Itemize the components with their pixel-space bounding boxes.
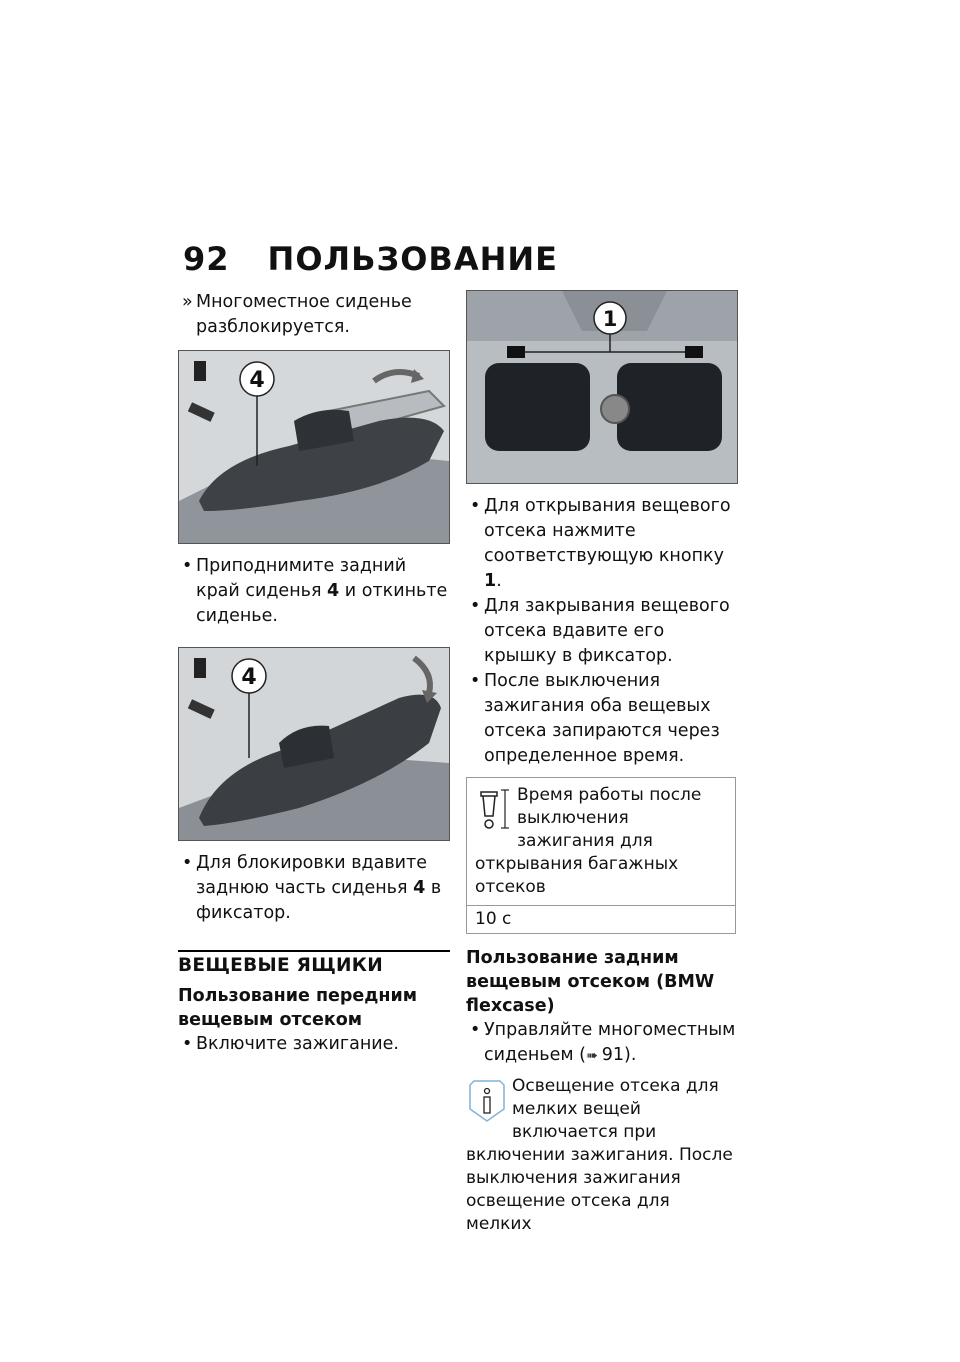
bullet-raise-seat [178,554,450,629]
info-icon [468,1079,506,1123]
ref-4: 4 [327,581,340,601]
bullet-glyph: • [470,596,481,616]
front-compartment-illustration [467,291,737,483]
seat-lowered-illustration [179,648,449,840]
bullet-text: ). [624,1045,637,1065]
bullet-text: Для блокировки вдавите заднюю часть сиденья [196,853,427,898]
bullet-text: и откиньте сиденье. [196,581,448,626]
bullet-auto-lock [466,669,738,769]
ref-1: 1 [484,571,497,591]
page-number: 92 [183,240,230,278]
spec-description [467,778,735,905]
page-ref: 91 [601,1045,624,1065]
bullet-glyph: • [182,853,193,873]
spec-value: 10 с [467,905,735,933]
fig3-label: 1 [602,307,618,331]
info-note [466,1075,738,1236]
seat-raised-illustration [179,351,449,543]
seat-unlocked-figure [178,350,450,544]
spec-table [466,777,736,934]
left-column [178,290,450,1057]
ref-4: 4 [413,878,426,898]
bullet-close-compartment [466,594,738,669]
section-title: ВЕЩЕВЫЕ ЯЩИКИ [178,950,450,976]
bullet-glyph: • [182,556,193,576]
result-mark: » [182,292,193,312]
bullet-text: Приподнимите задний край сиденья [196,556,407,601]
subhead-rear-compartment: Пользование задним вещевым отсеком (BMW flexcase) [466,948,715,1016]
bullet-glyph: • [470,496,481,516]
bullet-text: Для открывания вещевого отсека нажмите соответствующую кнопку [484,496,731,566]
result-text: Многоместное сиденье разблокируется. [196,292,412,337]
spec-description-text: Время работы после выключения зажигания для открывания багажных отсеков [475,785,702,897]
bullet-glyph: • [470,1020,481,1040]
result-line [178,290,450,340]
bullet-ignition-on [178,1032,450,1057]
bullet-text: . [496,571,502,591]
bullet-lock-seat [178,851,450,926]
note-text: Освещение отсека для мелких вещей включается при включении зажигания. После выключения зажигания освещение отсека для мелких [466,1076,733,1234]
page-ref-arrow-icon: ➠ [585,1048,598,1064]
bullet-operate-seat [466,1018,738,1069]
bullet-text: Управляйте многоместным сиденьем ( [484,1020,736,1065]
right-column [466,290,738,1236]
bullet-glyph: • [470,671,481,691]
compartment-buttons-figure [466,290,738,484]
subhead-front-compartment: Пользование передним вещевым отсеком [178,986,418,1030]
page-header [183,240,558,278]
bullet-text: Для закрывания вещевого отсека вдавите его крышку в фиксатор. [484,596,730,666]
bullet-text: После выключения зажигания оба вещевых отсека запираются через определенное время. [484,671,720,766]
fig1-label: 4 [249,368,265,393]
bullet-text: Включите зажигание. [196,1034,399,1054]
page-title: ПОЛЬЗОВАНИЕ [267,240,558,278]
bullet-glyph: • [182,1034,193,1054]
fig2-label: 4 [241,665,257,690]
measurement-icon [475,786,511,832]
bullet-open-compartment [466,494,738,594]
bullet-text: в фиксатор. [196,878,442,923]
seat-locking-figure [178,647,450,841]
